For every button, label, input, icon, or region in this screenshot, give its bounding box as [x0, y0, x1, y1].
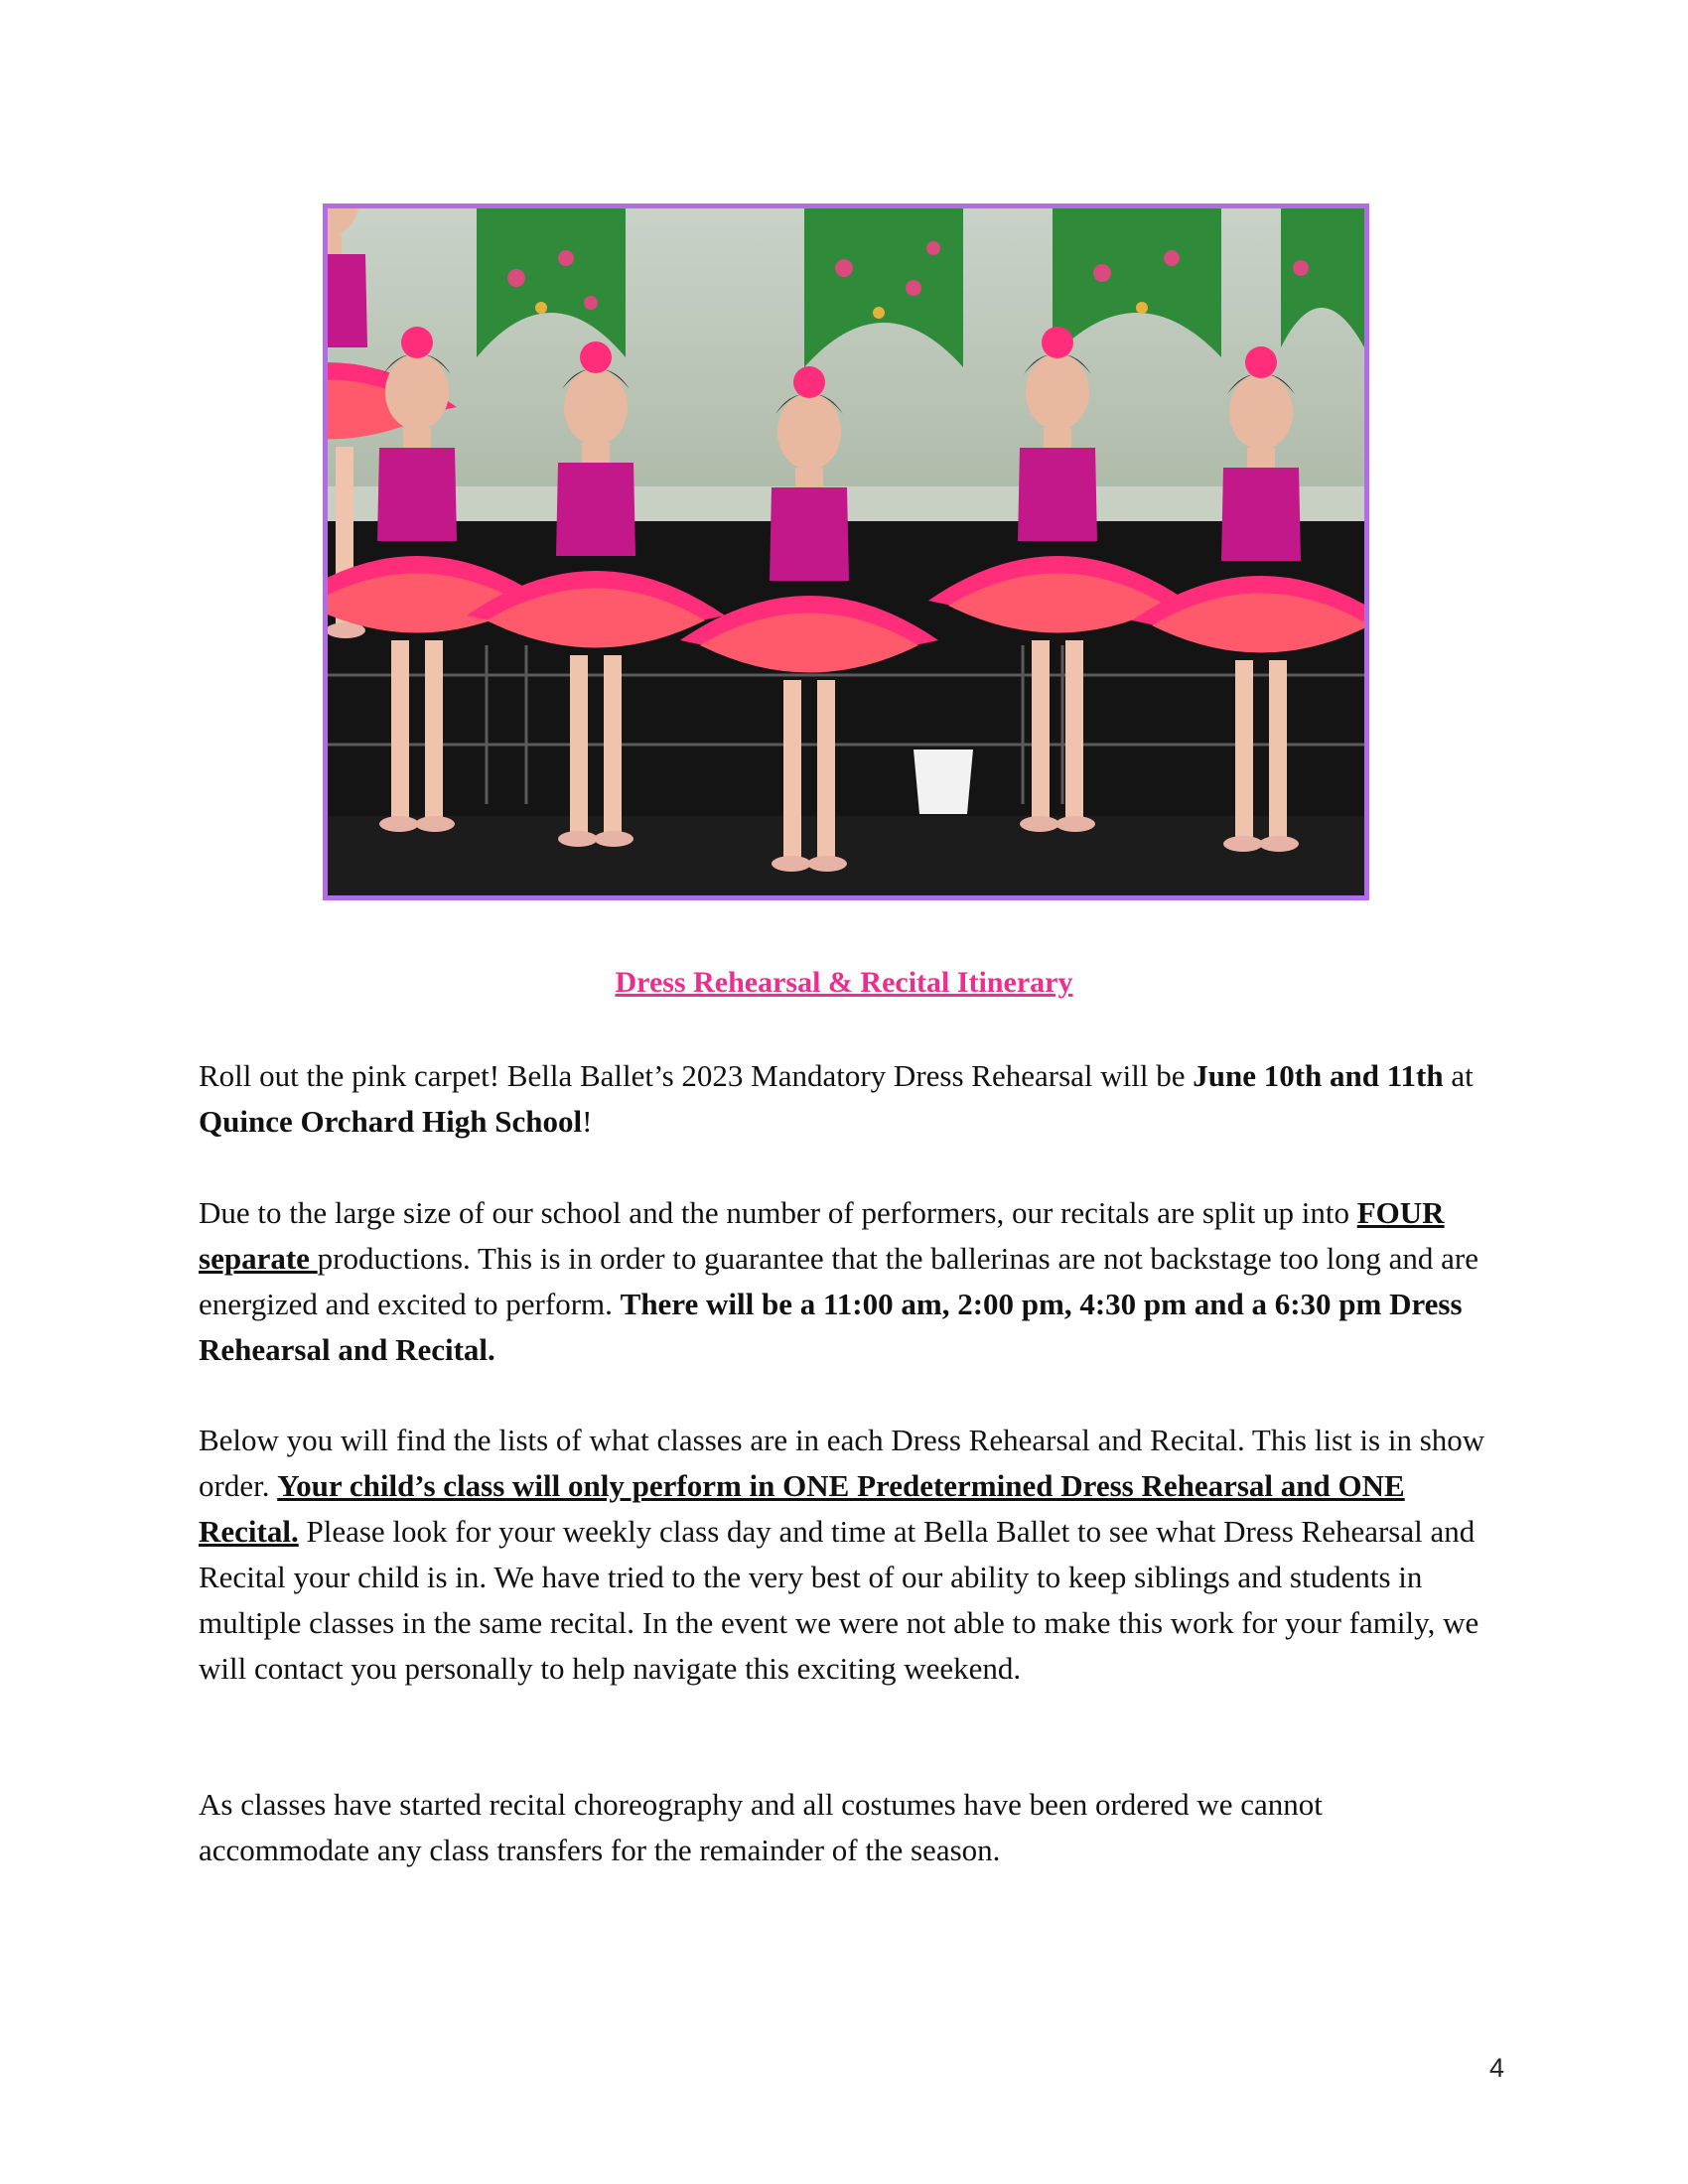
page-number: 4 — [1488, 2053, 1504, 2083]
section-heading: Dress Rehearsal & Recital Itinerary — [615, 966, 1073, 999]
intro-paragraph: Roll out the pink carpet! Bella Ballet’s 2023 Mandatory Dress Rehearsal will be June 10th and 11th at Quince Orchard High School! — [199, 1058, 1474, 1139]
class-list-paragraph: Below you will find the lists of what classes are in each Dress Rehearsal and Recital. This list is in show order. Your child’s class will only perform in ONE Predetermined Dress Rehearsal and ONE Recital. Please look for your weekly class day and time at Bella Ballet to see what Dress Rehearsal and Recital your child is in. We have tried to the very best of our ability to keep siblings and students in multiple classes in the same recital. In the event we were not able to make this work for your family, we will contact you personally to help navigate this exciting weekend. — [199, 1423, 1485, 1686]
ballet-photo-icon — [328, 208, 1364, 895]
productions-paragraph: Due to the large size of our school and the number of performers, our recitals are split up into FOUR separate productions. This is in order to guarantee that the ballerinas are not backstage too long and are energized and excited to perform. There will be a 11:00 am, 2:00 pm, 4:30 pm and a 6:30 pm Dress Rehearsal and Recital. — [199, 1195, 1478, 1367]
ballet-photo — [323, 204, 1369, 900]
transfers-paragraph: As classes have started recital choreography and all costumes have been ordered we cannot accommodate any class transfers for the remainder of the season. — [199, 1787, 1323, 1867]
